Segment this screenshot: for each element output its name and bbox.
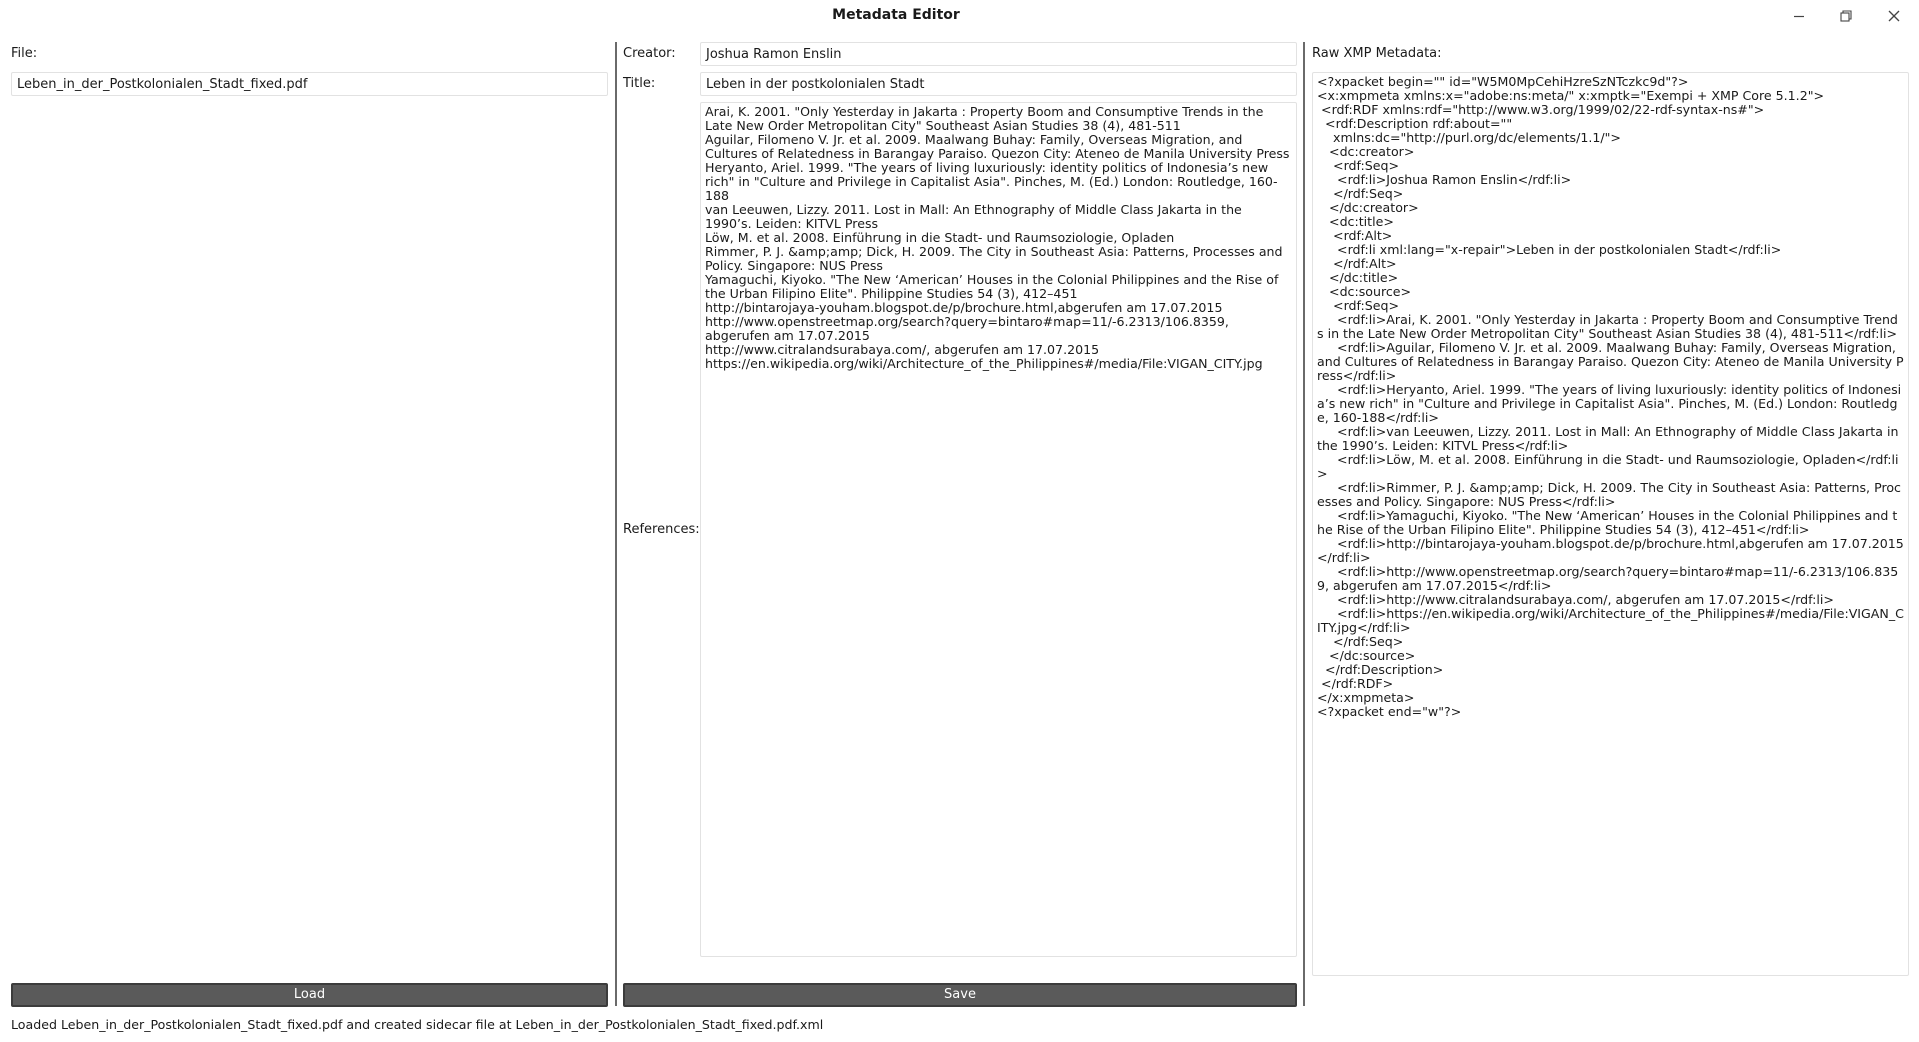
maximize-button[interactable]	[1828, 4, 1864, 28]
xmp-line: </rdf:RDF>	[1317, 676, 1394, 691]
minimize-icon	[1792, 9, 1806, 23]
title-input[interactable]: Leben in der postkolonialen Stadt	[700, 72, 1297, 96]
xmp-line: <rdf:li>Rimmer, P. J. &amp;amp; Dick, H. 2009. The City in Southeast Asia: Patterns, Processes and Policy. Singapore: NUS Press</rdf:li>	[1317, 480, 1901, 509]
reference-line: Löw, M. et al. 2008. Einführung in die Stadt- und Raumsoziologie, Opladen	[705, 230, 1175, 245]
load-button[interactable]: Load	[11, 983, 608, 1007]
reference-line: Arai, K. 2001. "Only Yesterday in Jakarta : Property Boom and Consumptive Trends in the Late New Order Metropolitan City" Southeast Asian Studies 38 (4), 481-511	[705, 104, 1264, 133]
xmp-line: </dc:creator>	[1317, 200, 1419, 215]
xmp-line: </rdf:Seq>	[1317, 186, 1404, 201]
xmp-line: <rdf:li>Aguilar, Filomeno V. Jr. et al. 2009. Maalwang Buhay: Family, Overseas Migration, and Cultures of Relatedness in Barangay Paraiso. Quezon City: Ateneo de Manila University Press</rdf:li>	[1317, 340, 1904, 383]
references-textarea[interactable]	[700, 102, 1297, 957]
xmp-line: <rdf:li>Yamaguchi, Kiyoko. "The New ‘American’ Houses in the Colonial Philippines and the Rise of the Urban Filipino Elite". Philippine Studies 54 (3), 412–451</rdf:li>	[1317, 508, 1898, 537]
xmp-line: <rdf:Seq>	[1317, 158, 1400, 173]
title-label: Title:	[623, 76, 656, 91]
panel-divider-left	[615, 42, 617, 1006]
file-label: File:	[11, 46, 38, 61]
xmp-line: </rdf:Alt>	[1317, 256, 1397, 271]
xmp-line: <rdf:li>Löw, M. et al. 2008. Einführung in die Stadt- und Raumsoziologie, Opladen</rdf:li>	[1317, 452, 1899, 481]
close-icon	[1887, 9, 1901, 23]
xmp-line: <rdf:RDF xmlns:rdf="http://www.w3.org/1999/02/22-rdf-syntax-ns#">	[1317, 102, 1765, 117]
xmp-line: </rdf:Seq>	[1317, 634, 1404, 649]
title-bar	[0, 0, 1919, 32]
xmp-line: <rdf:li>https://en.wikipedia.org/wiki/Architecture_of_the_Philippines#/media/File:VIGAN_CITY.jpg</rdf:li>	[1317, 606, 1904, 635]
xmp-line: <rdf:li>http://www.openstreetmap.org/search?query=bintaro#map=11/-6.2313/106.8359, abgerufen am 17.07.2015</rdf:li>	[1317, 564, 1899, 593]
creator-label: Creator:	[623, 46, 676, 61]
xmp-line: <rdf:li>http://bintarojaya-youham.blogspot.de/p/brochure.html,abgerufen am 17.07.2015</rdf:li>	[1317, 536, 1904, 565]
reference-line: Aguilar, Filomeno V. Jr. et al. 2009. Maalwang Buhay: Family, Overseas Migration, and Cultures of Relatedness in Barangay Paraiso. Quezon City: Ateneo de Manila University Press	[705, 132, 1290, 161]
reference-line: Rimmer, P. J. &amp;amp; Dick, H. 2009. The City in Southeast Asia: Patterns, Processes and Policy. Singapore: NUS Press	[705, 244, 1283, 273]
close-button[interactable]	[1876, 4, 1912, 28]
xmp-line: </dc:source>	[1317, 648, 1416, 663]
reference-line: http://bintarojaya-youham.blogspot.de/p/brochure.html,abgerufen am 17.07.2015	[705, 300, 1223, 315]
xmp-line: <rdf:Description rdf:about=""	[1317, 116, 1513, 131]
minimize-button[interactable]	[1781, 4, 1817, 28]
reference-line: Heryanto, Ariel. 1999. "The years of living luxuriously: identity politics of Indonesia’s new rich" in "Culture and Privilege in Capitalist Asia". Pinches, M. (Ed.) London: Routledge, 160-188	[705, 160, 1278, 203]
reference-line: Yamaguchi, Kiyoko. "The New ‘American’ Houses in the Colonial Philippines and the Rise of the Urban Filipino Elite". Philippine Studies 54 (3), 412–451	[705, 272, 1279, 301]
xmp-line: <dc:creator>	[1317, 144, 1415, 159]
xmp-line: <x:xmpmeta xmlns:x="adobe:ns:meta/" x:xmptk="Exempi + XMP Core 5.1.2">	[1317, 88, 1825, 103]
xmp-line: <dc:title>	[1317, 214, 1394, 229]
xmp-line: <rdf:li>van Leeuwen, Lizzy. 2011. Lost in Mall: An Ethnography of Middle Class Jakarta in the 1990’s. Leiden: KITVL Press</rdf:li>	[1317, 424, 1903, 453]
xmp-line: <?xpacket begin="" id="W5M0MpCehiHzreSzNTczkc9d"?>	[1317, 74, 1689, 89]
panel-divider-right	[1303, 42, 1305, 1006]
xmp-textarea[interactable]	[1312, 72, 1909, 976]
xmp-line: <rdf:li xml:lang="x-repair">Leben in der postkolonialen Stadt</rdf:li>	[1317, 242, 1782, 257]
reference-line: http://www.citralandsurabaya.com/, abgerufen am 17.07.2015	[705, 342, 1100, 357]
reference-line: https://en.wikipedia.org/wiki/Architecture_of_the_Philippines#/media/File:VIGAN_CITY.jpg	[705, 356, 1263, 371]
xmp-line: <dc:source>	[1317, 284, 1412, 299]
restore-icon	[1839, 9, 1853, 23]
xmp-line: </dc:title>	[1317, 270, 1399, 285]
xmp-line: <rdf:li>Arai, K. 2001. "Only Yesterday in Jakarta : Property Boom and Consumptive Trends in the Late New Order Metropolitan City" Southeast Asian Studies 38 (4), 481-511</rdf:li>	[1317, 312, 1898, 341]
xmp-line: </x:xmpmeta>	[1317, 690, 1415, 705]
reference-line: http://www.openstreetmap.org/search?query=bintaro#map=11/-6.2313/106.8359, abgerufen am 17.07.2015	[705, 314, 1229, 343]
status-message: Loaded Leben_in_der_Postkolonialen_Stadt_fixed.pdf and created sidecar file at Leben_in_der_Postkolonialen_Stadt_fixed.pdf.xml	[11, 1017, 824, 1032]
xmp-line: </rdf:Description>	[1317, 662, 1444, 677]
reference-line: van Leeuwen, Lizzy. 2011. Lost in Mall: An Ethnography of Middle Class Jakarta in the 1990’s. Leiden: KITVL Press	[705, 202, 1242, 231]
save-button[interactable]: Save	[623, 983, 1297, 1007]
file-path-input[interactable]: Leben_in_der_Postkolonialen_Stadt_fixed.pdf	[11, 72, 608, 96]
xmp-label: Raw XMP Metadata:	[1312, 46, 1442, 61]
references-label: References:	[623, 522, 700, 537]
xmp-line: <rdf:li>http://www.citralandsurabaya.com/, abgerufen am 17.07.2015</rdf:li>	[1317, 592, 1834, 607]
xmp-line: xmlns:dc="http://purl.org/dc/elements/1.1/">	[1317, 130, 1621, 145]
window-title: Metadata Editor	[832, 7, 960, 23]
creator-input[interactable]: Joshua Ramon Enslin	[700, 42, 1297, 66]
xmp-line: <rdf:Seq>	[1317, 298, 1400, 313]
xmp-line: <rdf:Alt>	[1317, 228, 1393, 243]
xmp-line: <?xpacket end="w"?>	[1317, 704, 1462, 719]
xmp-line: <rdf:li>Joshua Ramon Enslin</rdf:li>	[1317, 172, 1572, 187]
xmp-line: <rdf:li>Heryanto, Ariel. 1999. "The years of living luxuriously: identity politics of Indonesia’s new rich" in "Culture and Privilege in Capitalist Asia". Pinches, M. (Ed.) London: Routledge, 160-188</rdf:li>	[1317, 382, 1902, 425]
